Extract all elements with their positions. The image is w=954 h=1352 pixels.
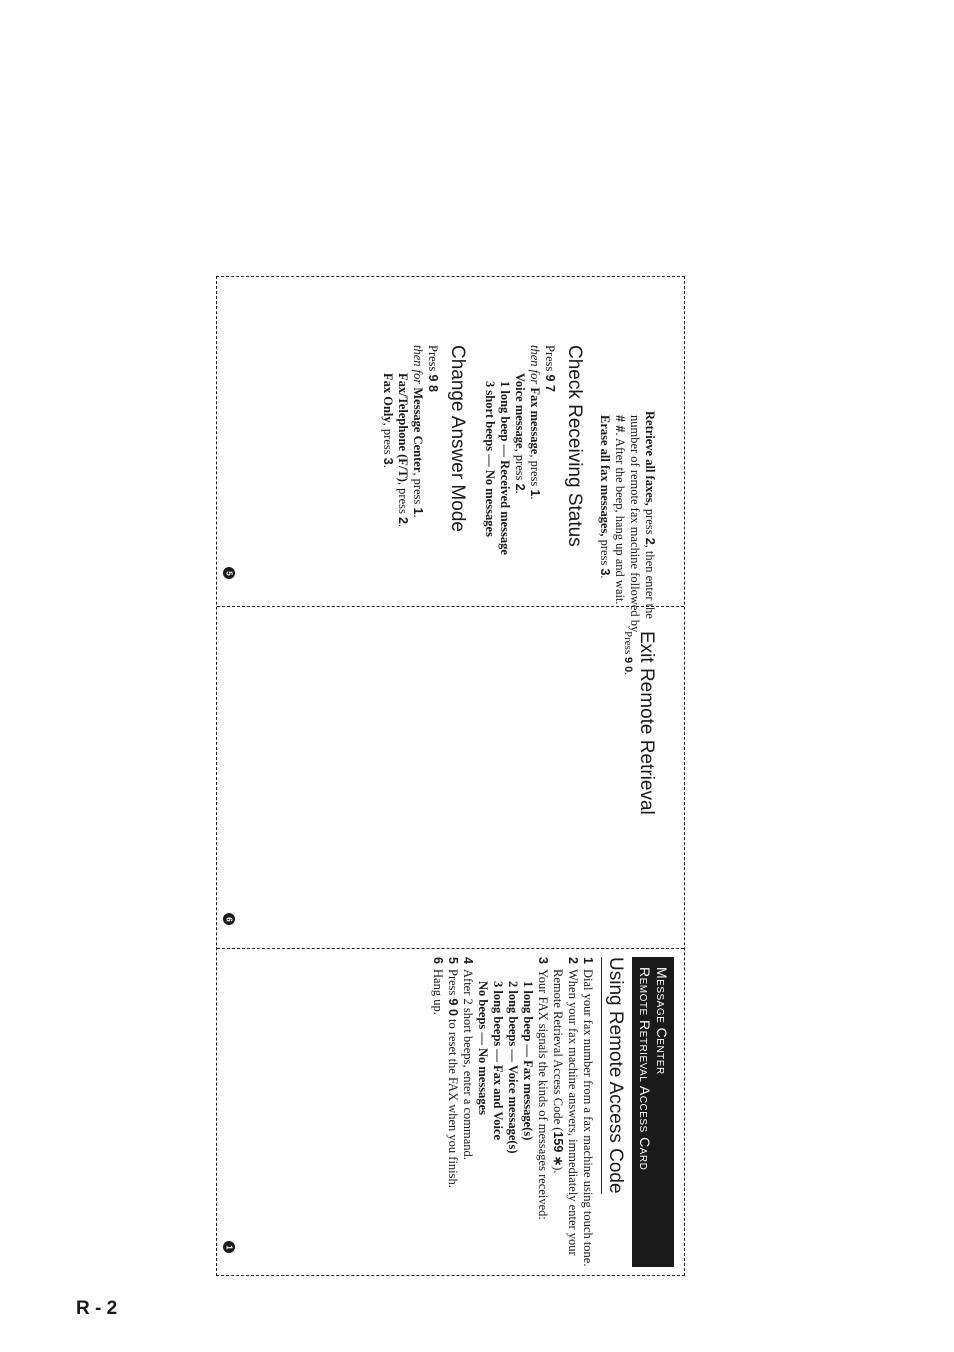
panel-6 — [597, 631, 657, 931]
panel-number-6: 6 — [223, 913, 235, 925]
remote-access-card — [216, 276, 685, 1276]
using-remote-access-code-title: Using Remote Access Code — [601, 957, 626, 1194]
fold-line-2 — [217, 948, 684, 949]
card-banner: Message Center Remote Retrieval Access Card — [632, 957, 674, 1267]
step-3: 3 Your FAX signals the kinds of messages received: 1 long beep — Fax message(s) 2 long beeps — Voice message(s) 3 long beeps — Fax and Voice No beeps — No messages — [476, 957, 550, 1220]
exit-remote-retrieval-title: Exit Remote Retrieval — [636, 631, 657, 815]
panel-number-5: 5 — [223, 567, 235, 579]
erase-all-fax-messages: Erase all fax messages, press 3. — [598, 415, 612, 579]
panel-number-1: 1 — [223, 1241, 235, 1253]
check-receiving-status-body: Press 9 7 then for Fax message, press 1. Voice message, press 2. 1 long beep — Received message 3 short beeps — No messages — [483, 345, 557, 555]
step-5: 5 Press 9 0 to reset the FAX when you finish. — [446, 957, 460, 1188]
page-number: R - 2 — [76, 1298, 118, 1319]
change-answer-mode-body: Press 9 8 then for Message Center, press 1. Fax/Telephone (F/T), press 2. Fax Only, press 3. — [381, 345, 440, 528]
exit-remote-retrieval-body: Press 9 0. — [622, 631, 634, 676]
change-answer-mode-title: Change Answer Mode — [447, 345, 468, 532]
panel-5 — [277, 345, 657, 645]
step-6: 6 Hang up. — [431, 957, 445, 1015]
steps-list — [430, 957, 595, 1267]
step-1: 1 Dial your fax number from a fax machine using touch tone. — [581, 957, 595, 1267]
retrieve-all-faxes: Retrieve all faxes, press 2, then enter the number of remote fax machine followed by # #. After the beep, hang up and wait. — [613, 411, 657, 633]
step-2: 2 When your fax machine answers, immediately enter your Remote Retrieval Access Code (159 ∗). — [551, 957, 580, 1256]
check-receiving-status-title: Check Receiving Status — [564, 345, 585, 547]
panel-1 — [274, 957, 674, 1267]
step-4: 4 After 2 short beeps, enter a command. — [461, 957, 475, 1160]
